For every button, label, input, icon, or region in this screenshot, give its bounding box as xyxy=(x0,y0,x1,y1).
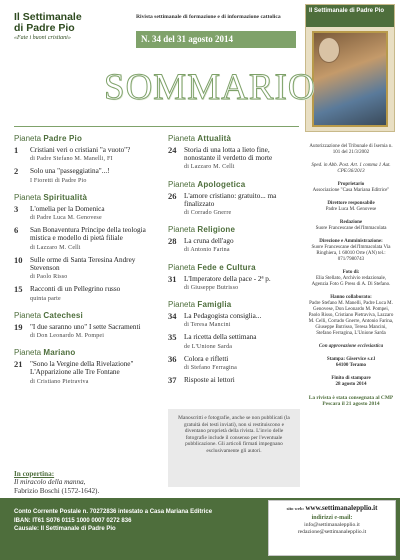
toc-entry[interactable]: 31 L'Imperatore della pace - 2ª p. di Giuseppe Butrisso xyxy=(168,273,271,291)
payment-reason: Causale: Il Settimanale di Padre Pio xyxy=(14,526,116,532)
toc-entry[interactable]: 1 Cristiani veri o cristiani "a vuoto"? di Padre Stefano M. Manelli, FI xyxy=(14,145,131,163)
ecclesiastical-approval: Con approvazione ecclesiastica xyxy=(318,344,384,349)
toc-entry[interactable]: 2 Solo una "passeggiatina"...! I Fioretti di Padre Pio xyxy=(14,166,110,184)
contents-middle-column xyxy=(168,134,302,388)
padre-pio-portrait-icon xyxy=(318,37,340,63)
postal-account: Conto Corrente Postale n. 70272836 intestato a Casa Mariana Editrice xyxy=(14,509,213,515)
cover-caption-heading: In copertina: xyxy=(14,470,55,478)
iban: IBAN: IT61 S076 0115 1000 0007 0272 836 xyxy=(14,517,132,524)
magazine-tagline: «Fate i buoni cristiani» xyxy=(14,35,71,41)
photo-credits-label: Foto di: xyxy=(342,270,360,275)
email-info-link[interactable]: info@settimanalepplio.it xyxy=(304,522,360,528)
section-heading: Pianeta Apologetica xyxy=(168,179,246,189)
administration-value: Suore Francescane dell'Immacolata Via Ringhiera, 1 60010 Orte (AN) tel.: 071/7980743 xyxy=(311,245,391,262)
administration-label: Direzione e Amministrazione: xyxy=(319,239,383,244)
toc-entry[interactable]: 3 L'omelia per la Domenica di Padre Luca M. Genovese xyxy=(14,203,105,222)
editorial-value: Suore Francescane dell'Immacolata xyxy=(315,226,387,231)
section-heading: Pianeta Attualità xyxy=(168,134,232,143)
payment-info xyxy=(14,508,274,534)
section-heading: Pianeta Padre Pio xyxy=(14,134,83,143)
authorization-text: Autorizzazione del Tribunale di Isernia n. 101 del 21/3/2002 xyxy=(309,144,393,155)
toc-entry[interactable]: 34 La Pedagogista consiglia... di Teresa Mancini xyxy=(168,311,262,329)
section-heading: Pianeta Fede e Cultura xyxy=(168,262,256,272)
owner-label: Proprietario xyxy=(337,182,365,187)
contact-box xyxy=(268,500,396,556)
toc-entry[interactable]: 24 Storia di una lotta a lieto fine, nonostante il verdetto di morte di Lazzaro M. Celli xyxy=(168,145,273,171)
editorial-label: Redazione xyxy=(339,220,363,225)
cover-painting xyxy=(312,31,388,127)
page-title: SOMMARIO xyxy=(104,67,316,108)
toc-entry[interactable]: 19 "I due saranno uno" I sette Sacramenti di Don Leonardo M. Pompei xyxy=(14,321,141,340)
masthead xyxy=(14,12,126,41)
header-divider xyxy=(14,126,299,127)
cover-title: Il Settimanale di Padre Pio xyxy=(306,5,394,27)
director-label: Direttore responsabile xyxy=(327,201,375,206)
contents-left-column xyxy=(14,134,154,390)
magazine-title-line1: Il Settimanale xyxy=(14,11,82,23)
section-heading: Pianeta Catechesi xyxy=(14,310,83,320)
delivery-notice: La rivista è stata consegnata al CMP Pescara il 21 agosto 2014 xyxy=(308,395,394,407)
section-heading: Pianeta Mariano xyxy=(14,348,76,358)
section-heading: Pianeta Religione xyxy=(168,225,236,235)
section-heading: Pianeta Spiritualità xyxy=(14,192,88,202)
magazine-subtitle: Rivista settimanale di formazione e di informazione cattolica xyxy=(136,14,281,20)
website-label: sito web: xyxy=(286,506,305,511)
contributors-value: Padre Stefano M. Manelli, Padre Luca M. Genovese, Don Leonardo M. Pompei, Paolo Risso, Cristiano Pietraviva, Lazzaro M. Celli, Corrado Gnerre, Antonio Farina, Giuseppe Butrisso, Teresa Mancini, Stefano Ferragina, L'Unione Sarda xyxy=(308,301,394,336)
printer-city: 64100 Teramo xyxy=(335,363,367,368)
toc-entry[interactable]: 36 Colora e rifletti di Stefano Ferragina xyxy=(168,353,237,372)
toc-entry[interactable]: 37 Risposte ai lettori xyxy=(168,375,235,386)
email-heading: indirizzi e-mail: xyxy=(311,515,353,521)
cover-caption-line1: Il miracolo della manna, xyxy=(14,478,86,487)
toc-entry[interactable]: 10 Sulle orme di Santa Teresina Andrey Stevenson di Paolo Risso xyxy=(14,254,136,281)
print-finished-label: Finito di stampare xyxy=(331,376,371,381)
cover-caption-line2: Fabrizio Boschi (1572-1642). xyxy=(14,486,100,495)
colophon xyxy=(308,144,394,407)
section-heading: Pianeta Famiglia xyxy=(168,300,232,310)
cover-thumbnail xyxy=(305,4,395,132)
cover-caption xyxy=(14,470,154,495)
postal-info: Sped. in Abb. Post. Art. 1 comma 1 Aut. CPE/36/2013 xyxy=(311,163,391,174)
photo-credits-value: Elia Stellato, Archivio redazionale, Agenzia Foto G Press di A. Di Stefano. xyxy=(311,276,391,287)
manuscripts-notice: Manoscritti e fotografie, anche se non pubblicati (la gratuità dei testi inviati), non si restituiscono e diventano proprietà della rivista. L'invio delle fotografie include il consenso per l'eventuale pubblicazione. Gli articoli firmati impegnano esclusivamente gli autori. xyxy=(168,409,300,487)
print-finished-date: 28 agosto 2014 xyxy=(335,382,367,387)
issue-number: N. 34 del 31 agosto 2014 xyxy=(136,31,296,48)
toc-entry[interactable]: 6 San Bonaventura Principe della teologia mistica e modello di pietà filiale di Lazzaro M. Celli xyxy=(14,225,146,251)
toc-entry[interactable]: 15 Racconti di un Pellegrino russo quinta parte xyxy=(14,284,121,302)
email-redazione-link[interactable]: redazione@settimanalepplio.it xyxy=(297,529,367,535)
toc-entry[interactable]: 35 La ricetta della settimana de L'Unione Sarda xyxy=(168,332,257,350)
printer-label: Stampa: Giservice s.r.l xyxy=(326,357,376,362)
toc-entry[interactable]: 21 "Sono la Vergine della Rivelazione" L'Apparizione alle Tre Fontane di Cristiano Pietraviva xyxy=(14,359,134,385)
magazine-title-line2: di Padre Pio xyxy=(14,22,75,34)
director-value: Padre Luca M. Genovese xyxy=(325,207,377,212)
contributors-label: Hanno collaborato: xyxy=(330,295,372,300)
owner-value: Associazione "Casa Mariana Editrice" xyxy=(312,188,390,193)
toc-entry[interactable]: 26 L'amore cristiano: gratuito... ma finalizzato di Corrado Gnerre xyxy=(168,190,277,217)
toc-entry[interactable]: 28 La cruna dell'ago di Antonio Farina xyxy=(168,236,234,254)
website-link[interactable]: www.settimanalepplio.it xyxy=(305,504,378,512)
